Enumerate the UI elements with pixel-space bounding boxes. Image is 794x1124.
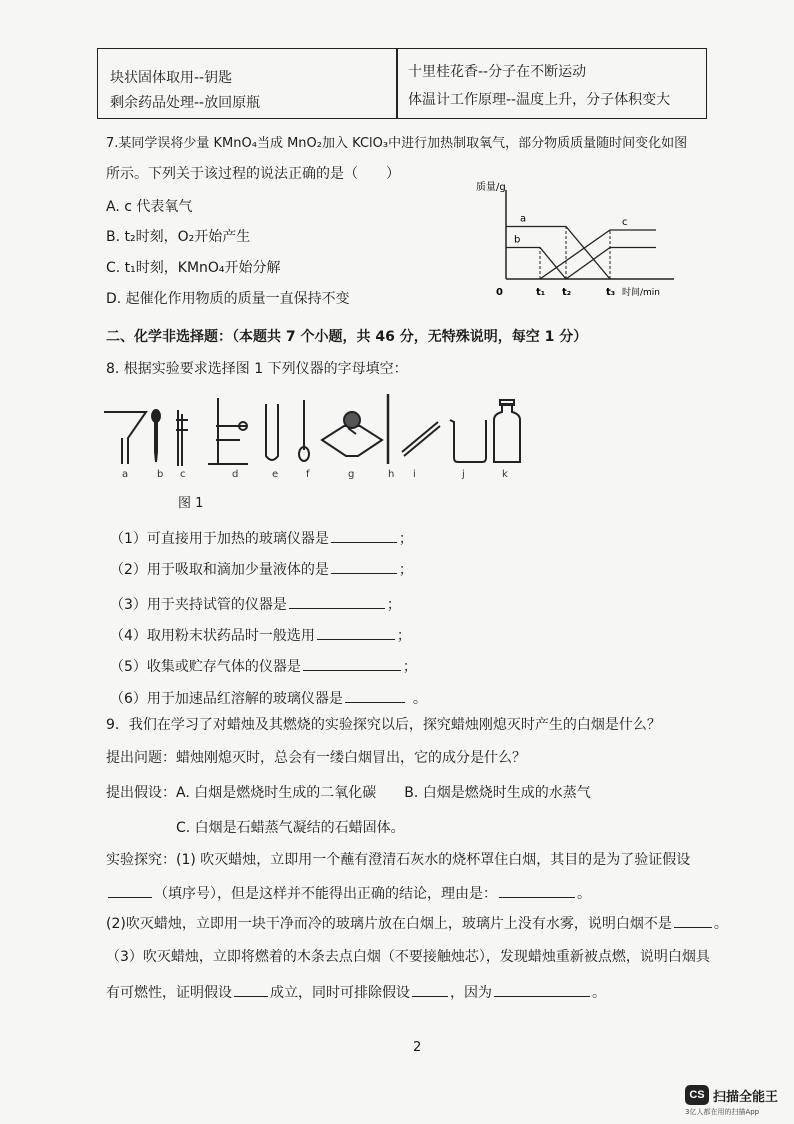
q9-exp2-text: (2)吹灭蜡烛，立即用一块干净而冷的玻璃片放在白烟上，玻璃片上没有水雾，说明白烟不是 [106,916,672,932]
instrument-figure [98,390,528,480]
spatula-icon [299,400,309,461]
q9-exp2 [106,913,728,933]
x-axis-label: 时间/min [622,288,661,298]
q9-exp1-blank-1[interactable] [108,883,152,898]
table-left-row1: 块状固体取用--钥匙 [110,70,233,86]
instrument-letter-j: j [462,469,465,480]
q8-item-4-blank[interactable] [317,625,395,640]
page-number: 2 [413,1040,422,1055]
q8-item-3 [110,594,401,614]
camscanner-logo: CS [685,1085,709,1105]
test-tube-icon [266,404,278,460]
instrument-letter-h: h [388,469,395,480]
q8-item-1-blank[interactable] [331,528,397,543]
mass-time-chart [468,178,678,303]
q8-item-1 [110,528,413,548]
q8-item-5-end: ； [402,659,417,675]
instrument-letter-a: a [122,469,129,480]
figure-caption: 图 1 [178,496,204,511]
q9-exp3-blank-3[interactable] [494,982,590,997]
q9-exp3-text-1: 有可燃性，证明假设 [106,985,232,1001]
q8-intro: 8. 根据实验要求选择图 1 下列仪器的字母填空： [106,361,408,377]
section2-heading: 二、化学非选择题：（本题共 7 个小题，共 46 分，无特殊说明，每空 1 分） [106,329,588,345]
q9-exp3-text-2: 成立，同时可排除假设 [270,985,410,1001]
series-line-4 [566,248,656,280]
q8-item-6 [110,688,427,708]
alcohol-lamp-icon [322,412,382,456]
instrument-letter-b: b [157,469,164,480]
instrument-letter-c: c [180,469,186,480]
q9-hypothesis-c: C. 白烟是石蜡蒸气凝结的石蜡固体。 [176,820,405,836]
beaker-icon [450,420,486,462]
q8-item-2-blank[interactable] [331,559,397,574]
q9-exp3-text-3: ，因为 [450,985,492,1001]
q7-line1: 7.某同学误将少量 KMnO₄当成 MnO₂加入 KClO₃中进行加热制取氧气，部分物质质量随时间变化如图 [106,136,688,151]
q8-item-5-blank[interactable] [303,656,401,671]
y-axis-label: 质量/g [476,182,506,193]
q8-item-1-end: ； [398,531,413,547]
instrument-letter-f: f [306,469,310,480]
instrument-letter-i: i [413,469,416,480]
q8-item-6-label: （6）用于加速品红溶解的玻璃仪器是 [110,691,343,707]
q9-exp1-line2 [106,883,591,903]
curve-label-a: a [520,213,527,225]
curve-label-c: c [622,217,628,228]
q7-option-a: A. c 代表氧气 [106,199,193,215]
instrument-letter-k: k [502,469,508,480]
test-tube-holder-icon [176,410,188,466]
q8-item-3-blank[interactable] [289,594,385,609]
q8-item-2-end: ； [398,562,413,578]
q8-item-3-end: ； [386,597,401,613]
series-line-a [506,227,610,280]
q8-item-3-label: （3）用于夹持试管的仪器是 [110,597,287,613]
footer-app-name: 扫描全能王 [713,1090,779,1105]
x-tick-label: t₂ [562,287,572,298]
q9-exp3-line1: （3）吹灭蜡烛，立即将燃着的木条去点白烟（不要接触烛芯），发现蜡烛重新被点燃，说明白烟具 [106,949,710,965]
q8-item-6-end: 。 [412,691,427,707]
table-right-row1: 十里桂花香--分子在不断运动 [408,64,587,80]
x-tick-label: 0 [496,287,503,298]
q9-exp1-line1: 实验探究：(1) 吹灭蜡烛，立即用一个蘸有澄清石灰水的烧杯罩住白烟，其目的是为了验证假设 [106,852,691,868]
q9-exp1-blank-2[interactable] [499,883,575,898]
funnel-icon [104,412,146,464]
footer-tagline: 3亿人都在用的扫描App [685,1108,760,1116]
q9-exp1-text: （填序号），但是这样并不能得出正确的结论，理由是： [154,886,497,902]
q9-exp3-end: 。 [592,985,606,1001]
q7-option-d: D. 起催化作用物质的质量一直保持不变 [106,291,350,307]
q9-hypothesis-ab: 提出假设：A. 白烟是燃烧时生成的二氧化碳 B. 白烟是燃烧时生成的水蒸气 [106,785,591,801]
q9-intro: 9．我们在学习了对蜡烛及其燃烧的实验探究以后，探究蜡烛刚熄灭时产生的白烟是什么？ [106,717,661,733]
q9-exp1-end: 。 [577,886,591,902]
tweezers-icon [402,422,440,456]
q9-question: 提出问题：蜡烛刚熄灭时，总会有一缕白烟冒出，它的成分是什么？ [106,750,526,766]
q9-exp2-end: 。 [713,916,728,932]
q7-option-b: B. t₂时刻，O₂开始产生 [106,229,251,245]
q7-option-c: C. t₁时刻，KMnO₄开始分解 [106,260,281,276]
q8-item-5 [110,656,417,676]
q8-item-6-blank[interactable] [345,688,405,703]
q8-item-4-label: （4）取用粉末状药品时一般选用 [110,628,315,644]
q8-item-2-label: （2）用于吸取和滴加少量液体的是 [110,562,329,578]
q9-exp3-line2 [106,982,606,1002]
table-right-row2: 体温计工作原理--温度上升，分子体积变大 [408,92,671,108]
instrument-letter-e: e [272,469,279,480]
x-tick-label: t₁ [536,287,546,298]
x-tick-label: t₃ [606,287,616,298]
dropper-icon [152,410,160,462]
summary-table [97,48,707,119]
q8-item-1-label: （1）可直接用于加热的玻璃仪器是 [110,531,329,547]
instrument-letter-g: g [348,469,355,480]
series-line-b [506,248,566,280]
q8-item-4-end: ； [396,628,411,644]
q7-line2: 所示。下列关于该过程的说法正确的是（ ） [106,166,400,182]
instrument-letter-d: d [232,469,239,480]
table-left-row2: 剩余药品处理--放回原瓶 [110,95,261,111]
iron-stand-icon [208,398,248,464]
q9-exp3-blank-2[interactable] [412,982,448,997]
q8-item-5-label: （5）收集或贮存气体的仪器是 [110,659,301,675]
q8-item-2 [110,559,413,579]
gas-bottle-icon [494,400,520,462]
q9-exp2-blank[interactable] [674,913,712,928]
q8-item-4 [110,625,411,645]
q9-exp3-blank-1[interactable] [234,982,268,997]
series-line-c [540,230,656,279]
table-divider [396,49,398,118]
curve-label-b: b [514,234,521,246]
